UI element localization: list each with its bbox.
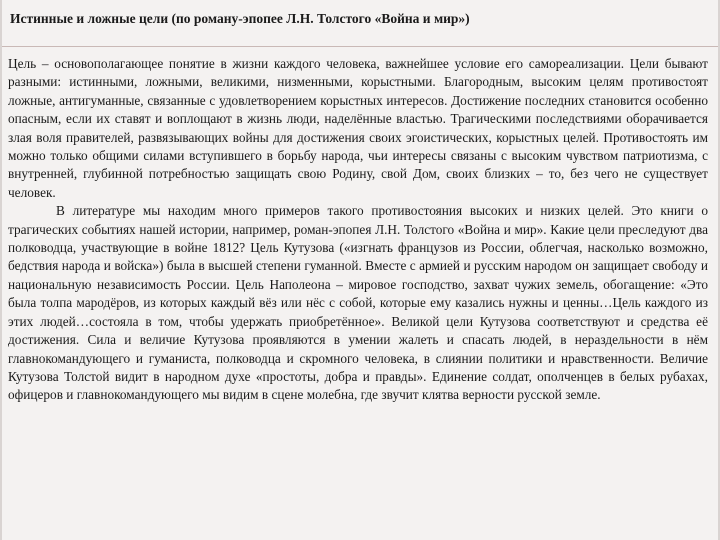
slide-title: Истинные и ложные цели (по роману-эпопее Л.Н. Толстого «Война и мир») (10, 11, 470, 26)
paragraph-intro: Цель – основополагающее понятие в жизни каждого человека, важнейшее условие его самореализации. Цели бывают разными: истинными, ложными, великими, низменными, корыстными. Благородным, высоким целям противостоят ложные, антигуманные, связанные с удовлетворением корыстных интересов. Достижение последних становится особенно опасным, если их ставят и воплощают в жизнь люди, наделённые властью. Трагическими последствиями оборачивается злая воля правителей, развязывающих войны для достижения своих эгоистических, корыстных целей. Противостоять им можно только общими силами вступившего в борьбу народа, чьи интересы связаны с высоким чувством патриотизма, с внутренней, глубинной потребностью защищать свою Родину, свой Дом, своих близких – то, без чего не существует человек. (8, 56, 708, 200)
paragraph-literature: В литературе мы находим много примеров такого противостояния высоких и низких целей. Это книги о трагических событиях нашей истории, например, роман-эпопея Л.Н. Толстого «Война и мир». Какие цели преследуют два полководца, участвующие в войне 1812? Цель Кутузова («изгнать французов из России, облегчая, насколько возможно, бедствия народа и войска») была в высшей степени гуманной. Вместе с армией и русским народом он защищает свободу и национальную независимость России. Цель Наполеона – мировое господство, захват чужих земель, обогащение: «Это была толпа мародёров, из которых каждый вёз или нёс с собой, которые ему казались нужны и ценны…Цель каждого из этих людей…состояла в том, чтобы удержать приобретённое». Великой цели Кутузова соответствуют и средства её достижения. Сила и величие Кутузова проявляются в умении жалеть и спасать людей, в нераздельности в нём главнокомандующего и гуманиста, полководца и скромного человека, в слиянии политики и нравственности. Величие Кутузова Толстой видит в народном духе «простоты, добра и правды». Единение солдат, ополченцев в белых рубахах, офицеров и главнокомандующего мы видим в сцене молебна, где звучит клятва верности русской земле. (8, 203, 708, 403)
slide-body (2, 47, 718, 405)
title-bar (2, 0, 718, 46)
